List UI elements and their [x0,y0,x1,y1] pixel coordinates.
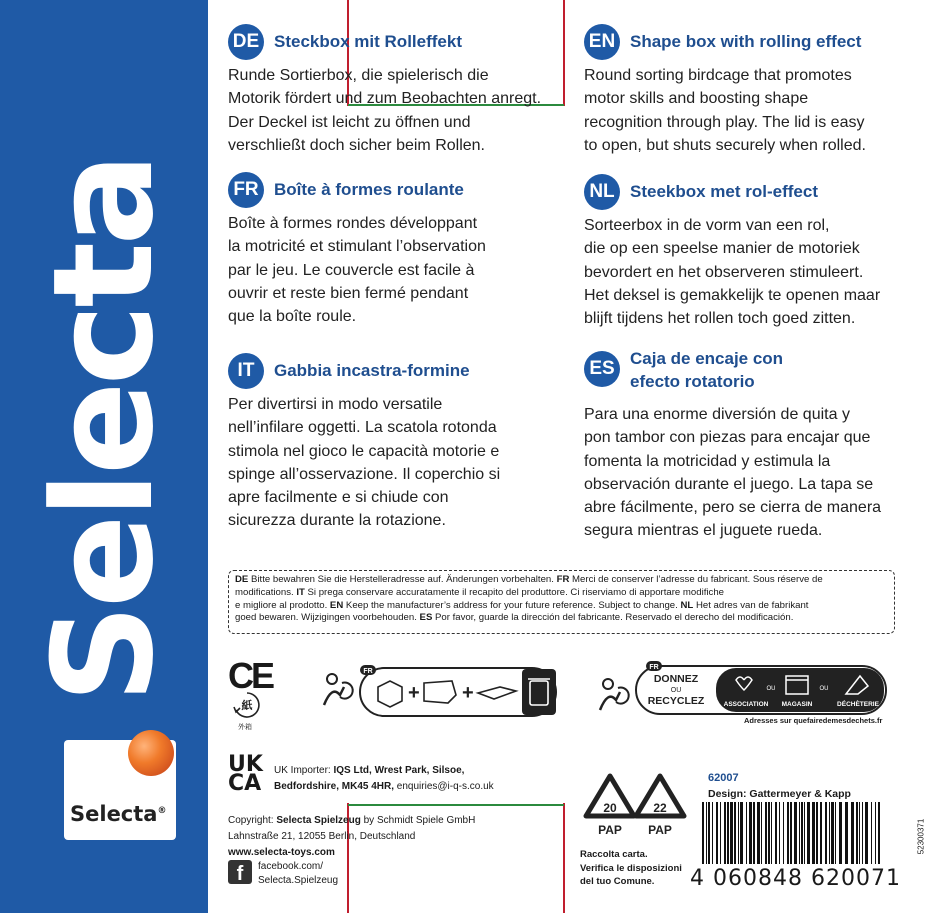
barcode-bar [779,802,780,864]
pap-22-recycling-icon [630,772,690,842]
barcode-bar [753,802,755,864]
section-body-nl: Sorteerbox in de vorm van een rol, die op een speelse manier de motoriek bevordert en het observeren stimuleert. Het deksel is gemakkelijk te openen maar blijft tijdens het rollen toch goed zitten. [584,217,881,328]
svg-text:20: 20 [603,801,617,815]
barcode-bar [702,802,704,864]
lang-badge-en: EN [584,24,620,60]
vertical-product-code: 52300371 [916,818,925,855]
svg-text:PAP: PAP [598,823,622,837]
svg-text:紙: 紙 [241,700,253,712]
barcode-bar [746,802,747,864]
section-title-de: Steckbox mit Rolleffekt [274,32,462,51]
barcode-bar [812,802,815,864]
barcode-bar [765,802,767,864]
barcode-bar [738,802,739,864]
article-number: 62007 [708,772,739,784]
svg-text:OU: OU [766,686,776,692]
svg-text:FR: FR [363,668,373,675]
barcode-bar [783,802,784,864]
barcode-bar [749,802,752,864]
svg-text:+: + [462,682,474,704]
design-credit: Design: Gattermeyer & Kapp [708,788,851,800]
barcode-bar [761,802,762,864]
svg-text:FR: FR [649,664,659,671]
barcode-bar [859,802,860,864]
barcode-bar [807,802,810,864]
barcode-bar [871,802,872,864]
barcode-bar [865,802,868,864]
barcode-bar [799,802,800,864]
section-body-de: Runde Sortierbox, die spielerisch die Motorik fördert und zum Beobachten anregt. Der Deckel ist leicht zu öffnen und verschließt doch sicher beim Rollen. [228,67,542,154]
barcode-bar [724,802,726,864]
triman-sorting-info-left [320,665,558,719]
paper-sheet-icon [424,681,456,703]
ean-number: 4 060848 620071 [690,866,901,891]
ce-mark: CE [228,655,273,696]
barcode-bar [856,802,858,864]
svg-text:MAGASIN: MAGASIN [781,701,813,708]
barcode-bar [712,802,713,864]
barcode-bar [771,802,772,864]
barcode-bar [816,802,818,864]
section-title-nl: Steekbox met rol-effect [630,182,818,201]
barcode-bar [862,802,863,864]
section-title-it: Gabbia incastra-formine [274,361,470,380]
barcode-bar [878,802,880,864]
ean-barcode [700,802,885,868]
cardboard-icon [478,687,516,699]
barcode-bar [768,802,770,864]
barcode-bar [720,802,721,864]
barcode-bar [730,802,733,864]
section-body-it: Per divertirsi in modo versatile nell’infilare oggetti. La scatola rotonda stimola nel gioco le capacità motorie e spinge all’osservazione. Il coperchio si apre facilmente e si chiude con sicurezza durante la rotazione. [228,396,501,530]
svg-text:OU: OU [819,686,829,692]
crop-mark [563,0,565,106]
barcode-bar [790,802,792,864]
barcode-bar [794,802,797,864]
barcode-bar [831,802,834,864]
svg-text:DÉCHÈTERIE: DÉCHÈTERIE [837,701,879,708]
barcode-bar [734,802,736,864]
lang-badge-de: DE [228,24,264,60]
paper-sub-label: 外箱 [238,724,252,731]
svg-text:22: 22 [653,801,667,815]
svg-text:ASSOCIATION: ASSOCIATION [723,701,769,708]
crop-mark [348,804,564,806]
lang-badge-it: IT [228,353,264,389]
crop-mark [563,803,565,913]
brand-vertical-wordmark: Selecta [23,156,184,704]
barcode-bar [835,802,836,864]
barcode-bar [839,802,842,864]
barcode-bar [875,802,876,864]
svg-text:PAP: PAP [648,823,672,837]
logo-ball-icon [128,730,174,776]
lang-badge-es: ES [584,351,620,387]
paper-recycling-icon [232,690,262,720]
triman-sorting-info-right [596,660,896,722]
svg-text:RECYCLEZ: RECYCLEZ [647,695,705,707]
barcode-bar [851,802,854,864]
barcode-bar [757,802,760,864]
triman-website: Adresses sur quefairedemesdechets.fr [744,716,883,725]
barcode-bar [820,802,822,864]
section-title-fr: Boîte à formes roulante [274,180,464,199]
box-icon [378,681,402,707]
legal-notice: DE Bitte bewahren Sie die Herstelleradresse auf. Änderungen vorbehalten. FR Merci de conserver l’adresse du fabricant. Sous réserve de modifications. IT Si prega conservare accuratamente il recapito del produttore. Ci riserviamo di apportare modifiche e migliore al prodotto. EN Keep the manufacturer’s address for your future reference. Subject to change. NL Het adres van de fabrikant goed bewaren. Wijzigingen voorbehouden. ES Por favor, guarde la dirección del fabricante. Reservado el derecho del modificación. [228,570,895,634]
copyright-block: Copyright: Selecta Spielzeug by Schmidt Spiele GmbH Lahnstraße 21, 12055 Berlin, Deutschland www.selecta-toys.com [228,815,476,858]
barcode-bar [706,802,707,864]
section-title-es: Caja de encaje con efecto rotatorio [630,349,784,391]
section-body-en: Round sorting birdcage that promotes motor skills and boosting shape recognition through play. The lid is easy to open, but shuts securely when rolled. [584,67,866,154]
uk-importer: UK Importer: IQS Ltd, Wrest Park, Silsoe, Bedfordshire, MK45 4HR, enquiries@i-q-s.co.uk [274,765,494,792]
barcode-bar [801,802,803,864]
facebook-icon: f [228,860,252,884]
barcode-bar [845,802,848,864]
svg-text:+: + [408,682,420,704]
paper-collection-note: Raccolta carta. Verifica le disposizioni del tuo Comune. [580,849,682,887]
barcode-bar [804,802,805,864]
barcode-bar [829,802,830,864]
section-body-fr: Boîte à formes rondes développant la motricité et stimulant l’observation par le jeu. Le couvercle est facile à ouvrir et reste bien fermé pendant que la boîte roule. [228,215,486,326]
lang-badge-fr: FR [228,172,264,208]
logo-text: Selecta® [70,802,167,826]
svg-text:OU: OU [670,687,682,694]
ukca-mark: UK CA [228,752,263,796]
barcode-bar [787,802,789,864]
svg-text:DONNEZ: DONNEZ [653,673,699,685]
section-title-en: Shape box with rolling effect [630,32,862,51]
brand-sidebar [0,0,208,913]
barcode-bar [708,802,710,864]
barcode-bar [740,802,743,864]
triman-person-icon [324,674,353,705]
triman-person-icon [600,679,629,710]
barcode-bar [727,802,729,864]
section-body-es: Para una enorme diversión de quita y pon tambor con piezas para encajar que fomenta la motricidad y estimula la observación durante el juego. La tapa se abre fácilmente, pero se cierra de manera segura mientras el juguete rueda. [584,406,882,540]
lang-badge-nl: NL [584,174,620,210]
barcode-bar [775,802,777,864]
barcode-bar [825,802,827,864]
barcode-bar [716,802,718,864]
